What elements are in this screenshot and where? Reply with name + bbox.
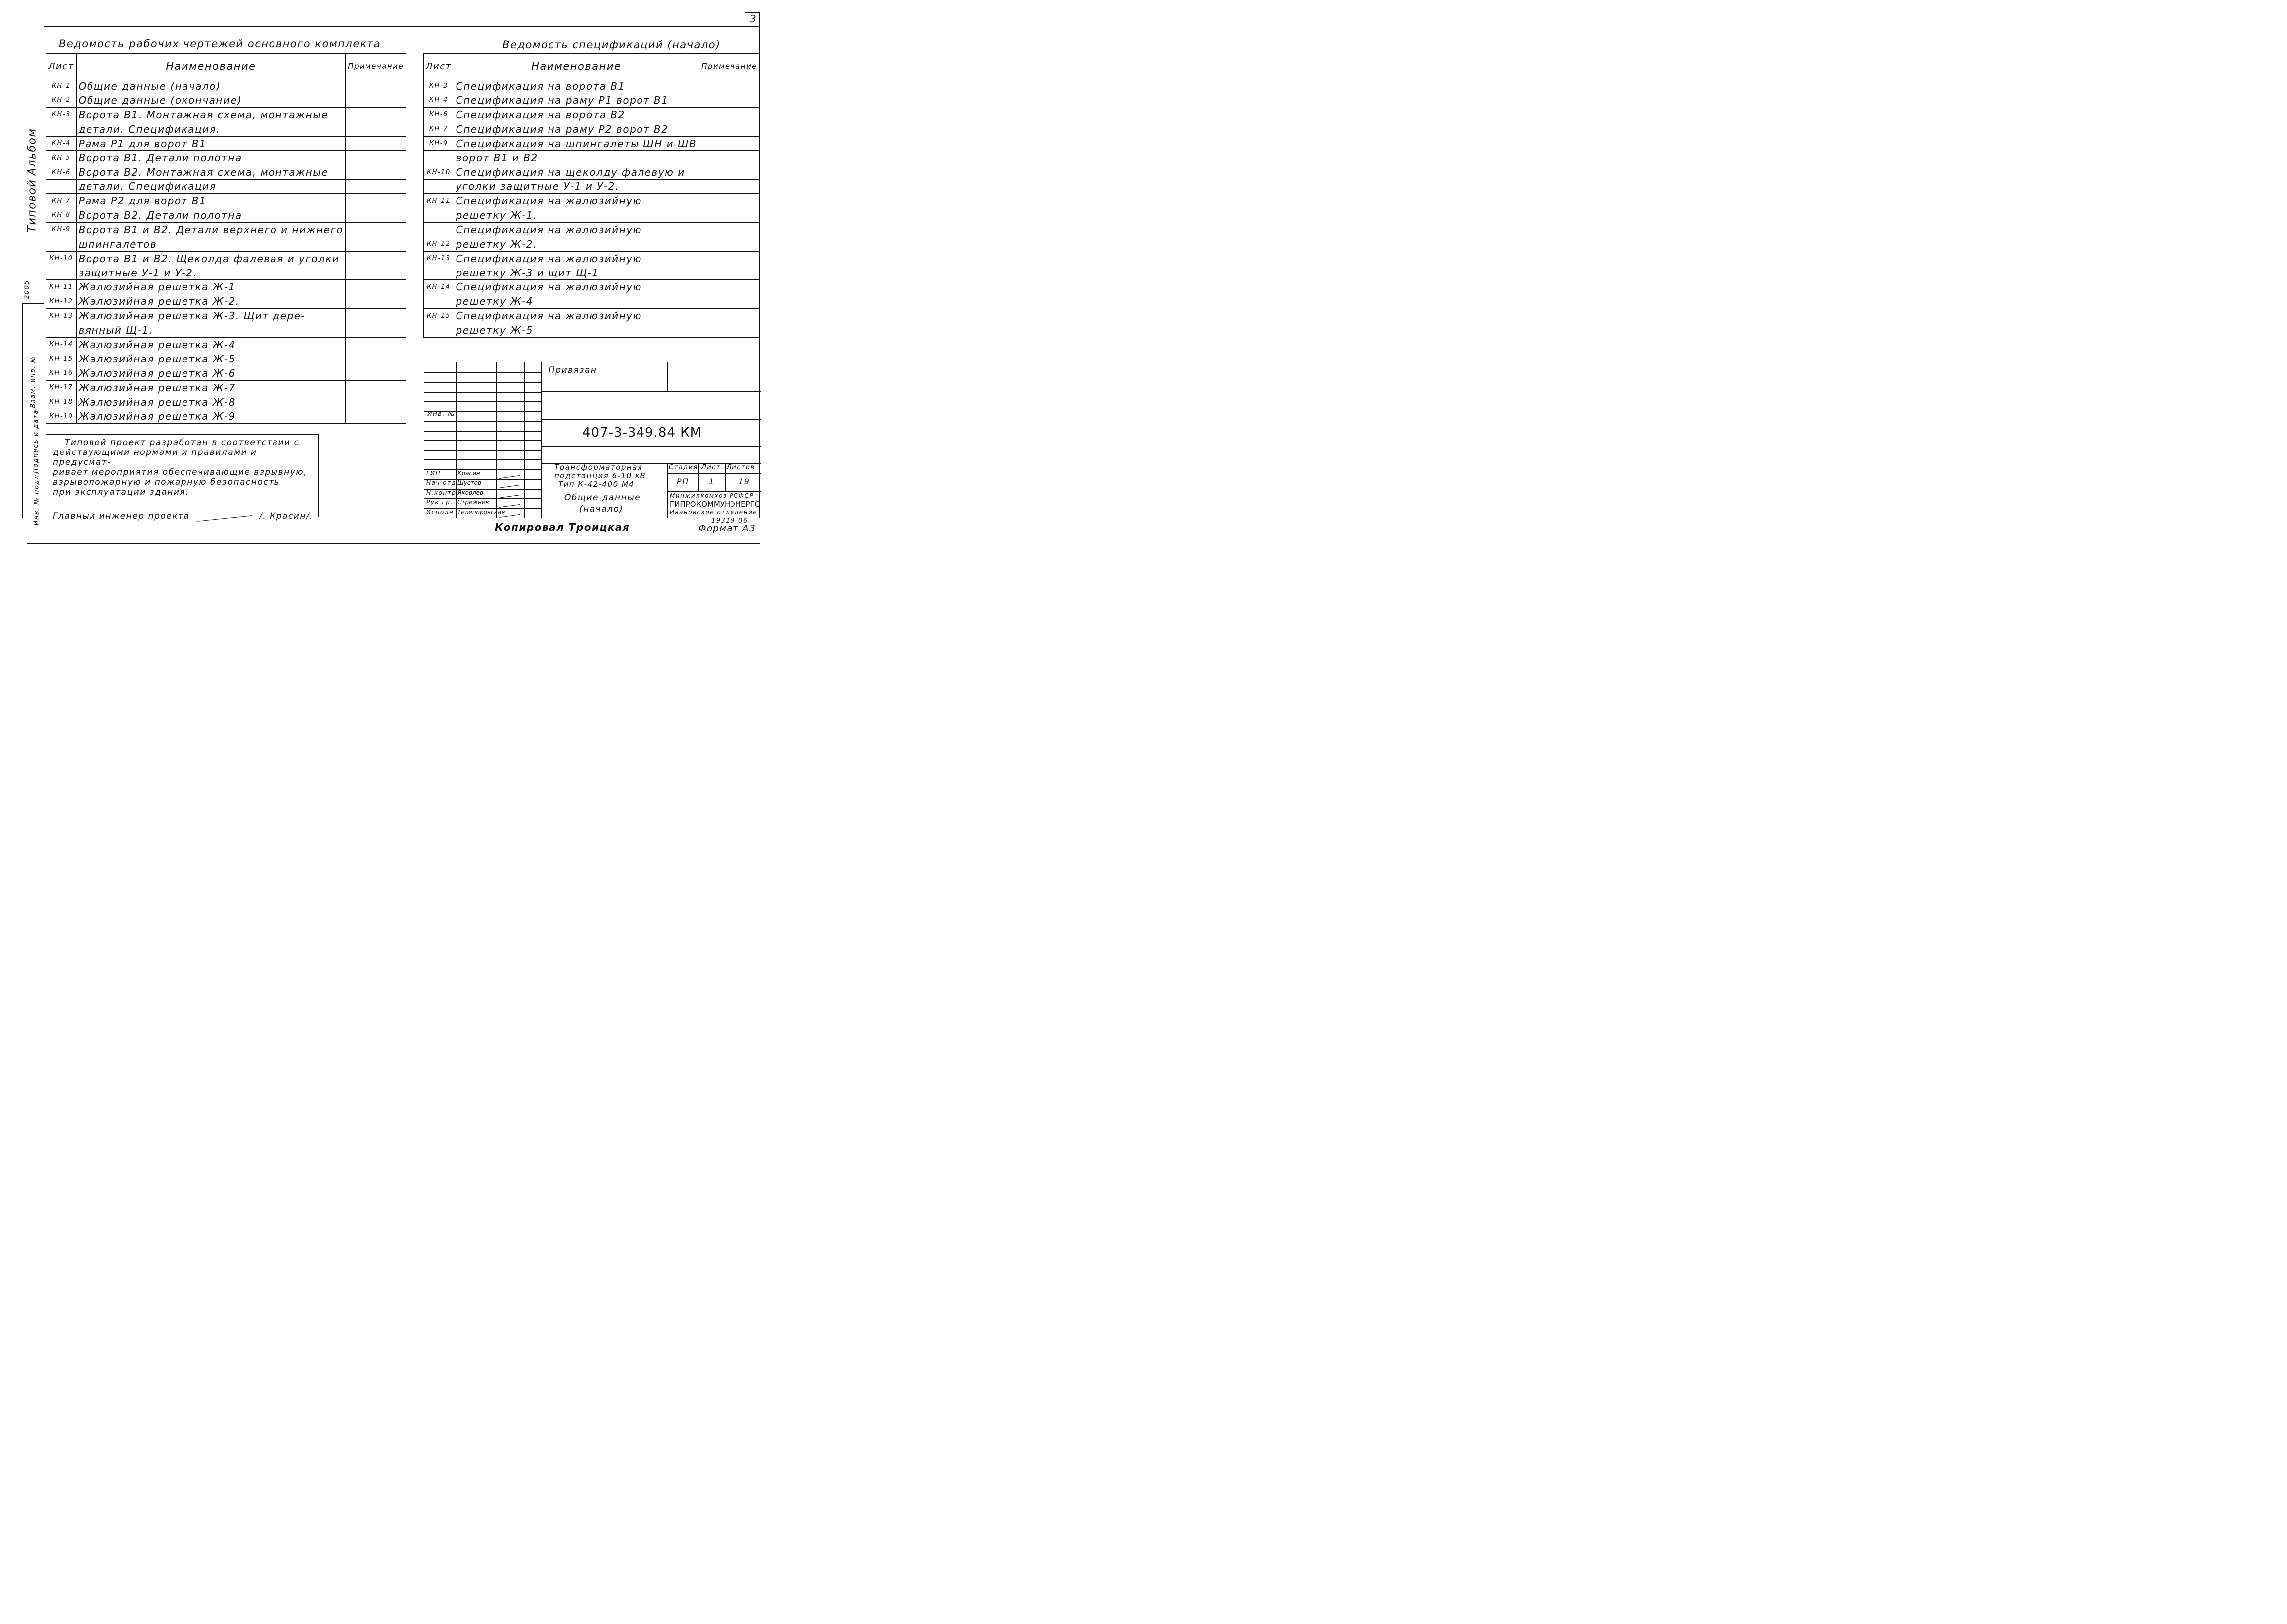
table-row [424,323,760,338]
col-header-sheet: Лист [424,54,454,79]
sheet-cell [424,266,454,280]
note-cell [699,122,760,136]
name-cell: Жалюзийная решетка Ж-8 [76,395,346,409]
object-line-3: Тип К-42-400 М4 [558,480,635,489]
sheet-cell: КН-9 [46,222,77,237]
stage-value: РП [677,477,689,486]
sheet-cell: КН-13 [424,251,454,266]
name-cell: Ворота В2. Монтажная схема, монтажные [76,165,346,180]
sheet-title-1: Общие данные [564,493,641,503]
sheet-cell: КН-3 [424,79,454,93]
note-cell [699,280,760,294]
note-cell [346,352,406,366]
table-row [46,208,406,223]
grid-line [541,362,542,518]
sheet-cell: КН-7 [424,122,454,136]
name-cell: ворот В1 и В2 [454,151,699,165]
stage-label: Стадия [669,464,698,471]
sheet-cell: КН-13 [46,309,77,323]
sheet-cell: КН-15 [46,352,77,366]
name-cell: решетку Ж-3 и щит Щ-1 [454,266,699,280]
name-cell: защитные У-1 и У-2. [76,266,346,280]
note-cell [699,237,760,251]
name-cell: Спецификация на жалюзийную [454,280,699,294]
grid-line [424,450,541,451]
sheet-cell [424,180,454,194]
name-cell: Жалюзийная решетка Ж-9 [76,409,346,424]
org-line-3: Ивановское отделение [670,509,758,516]
table-row [46,338,406,352]
table-row [424,294,760,309]
note-cell [346,309,406,323]
note-cell [699,151,760,165]
table-row [46,294,406,309]
table-row [46,93,406,107]
table-row [46,309,406,323]
name-cell: Жалюзийная решетка Ж-1 [76,280,346,294]
col-header-name: Наименование [76,54,346,79]
note-line: действующими нормами и правилами и предусмат- [53,448,257,467]
table-row [46,194,406,208]
sheet-cell: КН-19 [46,409,77,424]
note-cell [346,107,406,122]
name-cell: Ворота В1. Детали полотна [76,151,346,165]
note-cell [346,294,406,309]
table-row [424,136,760,151]
name-cell: решетку Ж-4 [454,294,699,309]
sheet-cell: КН-12 [424,237,454,251]
attached-label: Привязан [549,365,597,375]
table-row [46,107,406,122]
note-cell [699,208,760,223]
col-header-note: Примечание [346,54,406,79]
chief-engineer-signature [196,505,252,521]
sheet-cell: КН-17 [46,380,77,395]
note-cell [346,180,406,194]
grid-line [424,372,541,373]
name-cell: Жалюзийная решетка Ж-5 [76,352,346,366]
table-row [424,194,760,208]
note-line: ривает мероприятия обеспечивающие взрывную, [53,467,307,477]
table-row [46,395,406,409]
year-label: 2005 [23,279,31,300]
sheet-cell [424,208,454,223]
note-cell [699,266,760,280]
grid-line [424,469,541,470]
sheet-cell: КН-12 [46,294,77,309]
inv-number-label: Инв. № [427,410,456,418]
note-cell [699,165,760,180]
sheet-cell: КН-6 [424,107,454,122]
chief-engineer-label: Главный инженер проекта [53,511,190,521]
name-cell: Жалюзийная решетка Ж-2. [76,294,346,309]
name-cell: решетку Ж-5 [454,323,699,338]
note-cell [699,93,760,107]
name-cell: Спецификация на раму Р2 ворот В2 [454,122,699,136]
table-row [46,352,406,366]
note-cell [699,194,760,208]
sheet-cell: КН-10 [424,165,454,180]
spec-list-table [423,53,760,338]
table-row [424,151,760,165]
signature-date-label: Подпись и дата [32,409,40,473]
name-cell: Рама Р1 для ворот В1 [76,136,346,151]
name-cell: решетку Ж-2. [454,237,699,251]
table-row [46,79,406,93]
signature-mark [499,491,520,498]
sheet-cell: КН-3 [46,107,77,122]
sheet-value: 1 [709,477,715,486]
name-cell: Спецификация на раму Р1 ворот В1 [454,93,699,107]
grid-line [424,392,541,393]
sheet-cell [424,294,454,309]
doc-number: 19319-06 [711,517,748,525]
grid-line [541,419,761,420]
signer-role: Исполн [426,509,454,516]
table-row [424,309,760,323]
name-cell: Спецификация на ворота В2 [454,107,699,122]
object-line-1: Трансформаторная [554,463,643,472]
org-line-2: ГИПРОКОММУНЭНЕРГО [670,500,761,509]
signature-mark [499,471,520,479]
note-cell [699,323,760,338]
table-row [46,409,406,424]
name-cell: Ворота В2. Детали полотна [76,208,346,223]
copied-by: Копировал Троицкая [495,521,630,533]
signer-name: Яковлев [457,489,484,496]
grid-line [667,473,761,474]
name-cell: Жалюзийная решетка Ж-3. Щит дере- [76,309,346,323]
note-cell [346,208,406,223]
sheet-cell: КН-18 [46,395,77,409]
signer-role: Нач.отд [426,479,457,486]
table-row [424,266,760,280]
sheet-cell [46,323,77,338]
grid-line [424,421,541,422]
sheet-cell: КН-8 [46,208,77,223]
grid-line [424,459,541,460]
note-cell [699,294,760,309]
sheet-title-2: (начало) [579,504,624,514]
sheet-cell [46,266,77,280]
sheet-cell: КН-14 [424,280,454,294]
signer-name: Стрежнев [457,499,489,506]
bottom-rule [27,543,760,544]
sheet-cell [424,151,454,165]
note-cell [346,165,406,180]
grid-line [667,463,668,518]
name-cell: Ворота В1. Монтажная схема, монтажные [76,107,346,122]
sheet-cell: КН-4 [424,93,454,107]
sheet-cell: КН-11 [424,194,454,208]
grid-line [541,446,761,447]
table-row [46,122,406,136]
sheet-cell: КН-16 [46,366,77,380]
note-line: Типовой проект разработан в соответствии с [65,438,300,448]
note-cell [346,136,406,151]
table-row [424,79,760,93]
drawing-code: 407-3-349.84 КМ [582,425,702,440]
note-cell [346,122,406,136]
replacement-inv-label: Взам. инв. № [29,355,37,408]
note-cell [699,251,760,266]
grid-line [698,463,699,491]
sheet-cell: КН-15 [424,309,454,323]
chief-engineer-name: /. Красин/. [259,511,314,521]
note-cell [346,194,406,208]
sheet-label: Лист [701,464,721,471]
table-row [424,180,760,194]
drawings-list-table [46,53,406,424]
name-cell: Жалюзийная решетка Ж-7 [76,380,346,395]
sheet-cell: КН-2 [46,93,77,107]
name-cell: детали. Спецификация [76,180,346,194]
signature-mark [499,500,520,508]
org-line-1: Минжилкомхоз РСФСР [670,492,754,499]
album-label: Типовой Альбом [26,128,39,233]
name-cell: уголки защитные У-1 и У-2. [454,180,699,194]
note-cell [346,93,406,107]
grid-line [725,463,726,491]
signer-name: Красин [457,470,480,477]
sheet-cell: КН-6 [46,165,77,180]
table-row [46,323,406,338]
signer-role: Н.контр [426,489,457,496]
table-row [424,107,760,122]
note-cell [346,395,406,409]
inv-stamp-label: Инв. № подл. [33,471,41,526]
sheets-value: 19 [738,477,750,486]
table-row [424,165,760,180]
sheet-cell: КН-5 [46,151,77,165]
sheet-cell: КН-11 [46,280,77,294]
table-row [424,251,760,266]
name-cell: Спецификация на жалюзийную [454,309,699,323]
note-cell [699,136,760,151]
name-cell: Общие данные (окончание) [76,93,346,107]
name-cell: Спецификация на жалюзийную [454,222,699,237]
grid-line [667,491,761,492]
note-cell [699,309,760,323]
object-line-2: подстанция 6-10 кВ [554,471,646,480]
sheet-cell [46,180,77,194]
name-cell: Спецификация на жалюзийную [454,194,699,208]
sheet-cell [424,323,454,338]
sheet-cell: КН-14 [46,338,77,352]
table-row [424,93,760,107]
page-number: 3 [750,13,757,25]
note-cell [346,380,406,395]
name-cell: Ворота В1 и В2. Щеколда фалевая и уголки [76,251,346,266]
col-header-name: Наименование [454,54,699,79]
table-row [46,251,406,266]
name-cell: решетку Ж-1. [454,208,699,223]
note-cell [346,79,406,93]
sheet-cell [46,237,77,251]
note-cell [346,151,406,165]
name-cell: Жалюзийная решетка Ж-4 [76,338,346,352]
note-cell [346,280,406,294]
note-cell [346,266,406,280]
note-cell [346,409,406,424]
note-cell [346,366,406,380]
table-row [46,222,406,237]
note-cell [699,180,760,194]
note-cell [346,251,406,266]
table-row [46,165,406,180]
name-cell: вянный Щ-1. [76,323,346,338]
note-cell [346,237,406,251]
sheets-label: Листов [727,464,755,471]
name-cell: Ворота В1 и В2. Детали верхнего и нижнего [76,222,346,237]
note-cell [699,79,760,93]
drawing-frame [44,26,760,27]
name-cell: Спецификация на жалюзийную [454,251,699,266]
name-cell: Спецификация на шпингалеты ШН и ШВ [454,136,699,151]
name-cell: Жалюзийная решетка Ж-6 [76,366,346,380]
table-row [424,237,760,251]
grid-line [424,431,541,432]
signature-mark [499,481,520,488]
note-line: при эксплуатации здания. [53,487,189,497]
name-cell: Общие данные (начало) [76,79,346,93]
table-row [46,180,406,194]
signer-name: Телепоровская [457,509,505,516]
signer-role: Рук.гр. [426,499,453,506]
table-row [46,280,406,294]
table-row [46,136,406,151]
note-cell [346,338,406,352]
name-cell: шпингалетов [76,237,346,251]
title-block [424,362,761,518]
grid-line [424,382,541,383]
name-cell: Рама Р2 для ворот В1 [76,194,346,208]
name-cell: Спецификация на ворота В1 [454,79,699,93]
table-row [46,380,406,395]
table-row [46,266,406,280]
sheet-cell: КН-4 [46,136,77,151]
table-row [424,122,760,136]
note-line: взрывопожарную и пожарную безопасность [53,477,280,487]
col-header-sheet: Лист [46,54,77,79]
table-row [424,222,760,237]
signer-role: ГИП [426,470,441,477]
note-cell [346,323,406,338]
signer-name: Шустов [457,479,481,486]
sheet-cell: КН-7 [46,194,77,208]
table-row [424,208,760,223]
sheet-cell [424,222,454,237]
name-cell: детали. Спецификация. [76,122,346,136]
left-list-title: Ведомость рабочих чертежей основного комплекта [59,38,381,50]
table-row [424,280,760,294]
name-cell: Спецификация на щеколду фалевую и [454,165,699,180]
sheet-cell: КН-10 [46,251,77,266]
project-note [46,434,319,521]
grid-line [541,391,761,392]
sheet-cell [46,122,77,136]
sheet-cell: КН-1 [46,79,77,93]
col-header-note: Примечание [699,54,760,79]
table-row [46,366,406,380]
note-cell [346,222,406,237]
note-cell [699,222,760,237]
table-row [46,237,406,251]
sheet-cell: КН-9 [424,136,454,151]
paper-format: Формат А3 [698,523,756,534]
table-row [46,151,406,165]
grid-line [424,401,541,402]
grid-line [667,362,668,391]
right-list-title: Ведомость спецификаций (начало) [502,39,721,51]
note-cell [699,107,760,122]
grid-line [424,440,541,441]
